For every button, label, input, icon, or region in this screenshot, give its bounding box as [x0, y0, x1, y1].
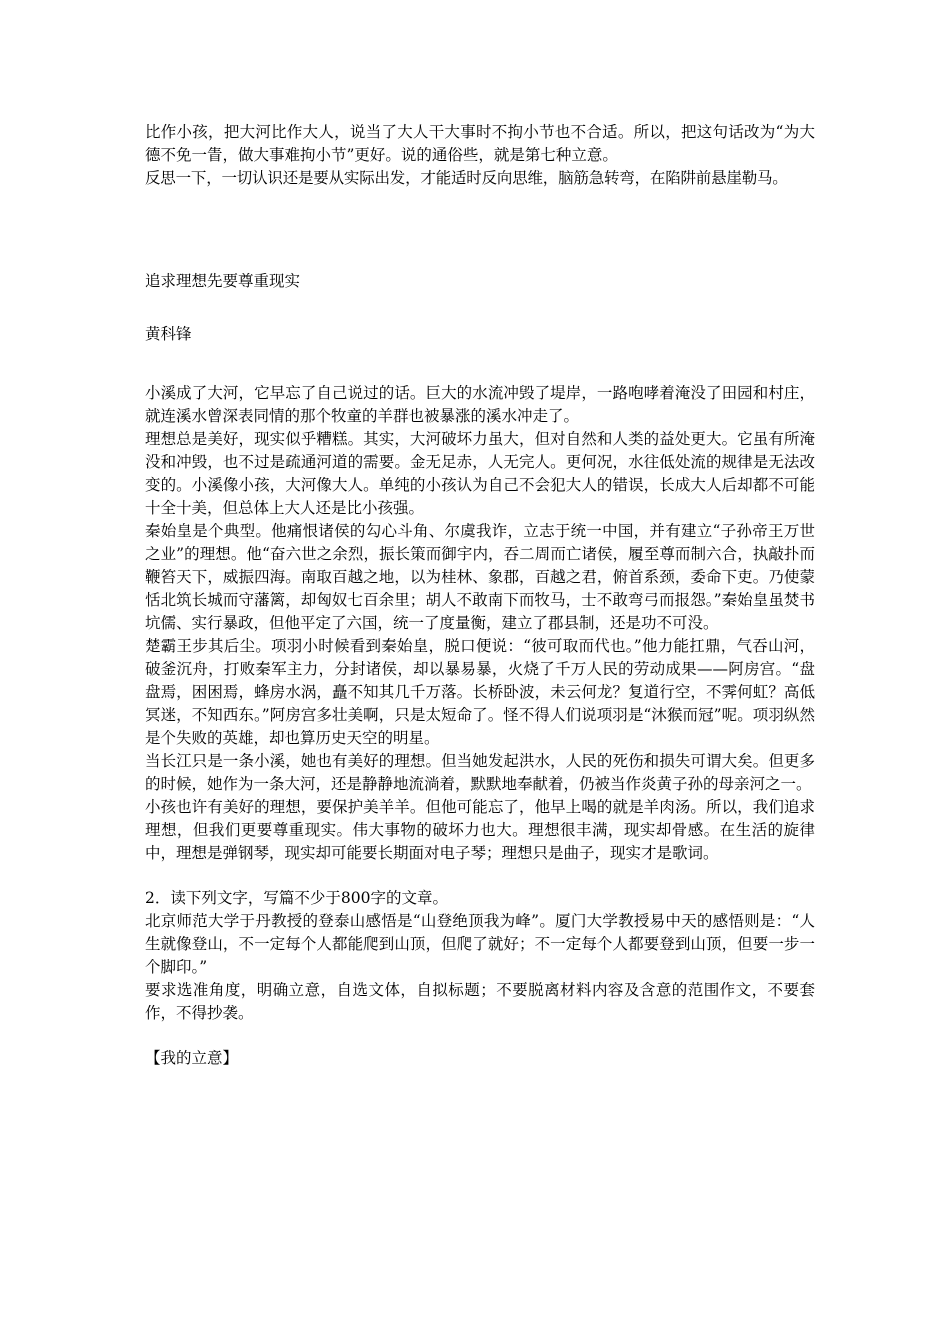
essay-paragraph: 小孩也许有美好的理想，要保护美羊羊。但他可能忘了，他早上喝的就是羊肉汤。所以，我们追求理想，但我们更要尊重现实。伟大事物的破坏力也大。理想很丰满，现实却骨感。在生活的旋律中，理想是弹钢琴，现实却可能要长期面对电子琴；理想只是曲子，现实才是歌词。: [145, 798, 815, 862]
document-page: [145, 121, 815, 1070]
intro-paragraph: 比作小孩，把大河比作大人，说当了大人干大事时不拘小节也不合适。所以，把这句话改为“为大德不免一眚，做大事难拘小节”更好。说的通俗些，就是第七种立意。: [145, 123, 815, 164]
essay-paragraph: 秦始皇是个典型。他痛恨诸侯的勾心斗角、尔虞我诈，立志于统一中国，并有建立“子孙帝王万世之业”的理想。他“奋六世之余烈，振长策而御宇内，吞二周而亡诸侯，履至尊而制六合，执敲扑而鞭笞天下，威振四海。南取百越之地，以为桂林、象郡，百越之君，俯首系颈，委命下吏。乃使蒙恬北筑长城而守藩篱，却匈奴七百余里；胡人不敢南下而牧马，士不敢弯弓而报怨。”秦始皇虽焚书坑儒、实行暴政，但他平定了六国，统一了度量衡，建立了郡县制，还是功不可没。: [145, 522, 815, 632]
essay-paragraph: 楚霸王步其后尘。项羽小时候看到秦始皇，脱口便说：“彼可取而代也。”他力能扛鼎，气吞山河，破釜沉舟，打败秦军主力，分封诸侯，却以暴易暴，火烧了千万人民的劳动成果——阿房宫。“盘盘焉，困困焉，蜂房水涡，矗不知其几千万落。长桥卧波，未云何龙？复道行空，不霁何虹？高低冥迷，不知西东。”阿房宫多壮美啊，只是太短命了。怪不得人们说项羽是“沐猴而冠”呢。项羽纵然是个失败的英雄，却也算历史天空的明星。: [145, 637, 815, 747]
essay-author: 黄科锋: [145, 325, 192, 343]
essay-paragraph: 理想总是美好，现实似乎糟糕。其实，大河破坏力虽大，但对自然和人类的益处更大。它虽有所淹没和冲毁，也不过是疏通河道的需要。金无足赤，人无完人。更何况，水往低处流的规律是无法改变的。小溪像小孩，大河像大人。单纯的小孩认为自己不会犯大人的错误，长成大人后却都不可能十全十美，但总体上大人还是比小孩强。: [145, 430, 815, 517]
task-material: 北京师范大学于丹教授的登泰山感悟是“山登绝顶我为峰”。厦门大学教授易中天的感悟则是：“人生就像登山，不一定每个人都能爬到山顶，但爬了就好；不一定每个人都要登到山顶，但要一步一个脚印。”: [145, 912, 815, 976]
section-heading: 【我的立意】: [145, 1049, 239, 1067]
spacer: [145, 346, 815, 382]
spacer: [145, 865, 815, 887]
essay-paragraph: 小溪成了大河，它早忘了自己说过的话。巨大的水流冲毁了堤岸，一路咆哮着淹没了田园和村庄，就连溪水曾深表同情的那个牧童的羊群也被暴涨的溪水冲走了。: [145, 384, 815, 425]
task-requirement: 要求选准角度，明确立意，自选文体，自拟标题；不要脱离材料内容及含意的范围作文，不要套作，不得抄袭。: [145, 981, 815, 1022]
intro-paragraph: 反思一下，一切认识还是要从实际出发，才能适时反向思维，脑筋急转弯，在陷阱前悬崖勒马。: [145, 169, 788, 187]
essay-title: 追求理想先要尊重现实: [145, 272, 301, 290]
spacer: [145, 1025, 815, 1047]
task-heading: 2．读下列文字，写篇不少于800字的文章。: [145, 889, 448, 907]
spacer: [145, 293, 815, 323]
essay-paragraph: 当长江只是一条小溪，她也有美好的理想。但当她发起洪水，人民的死伤和损失可谓大矣。但更多的时候，她作为一条大河，还是静静地流淌着，默默地奉献着，仍被当作炎黄子孙的母亲河之一。: [145, 752, 815, 793]
spacer: [145, 190, 815, 270]
